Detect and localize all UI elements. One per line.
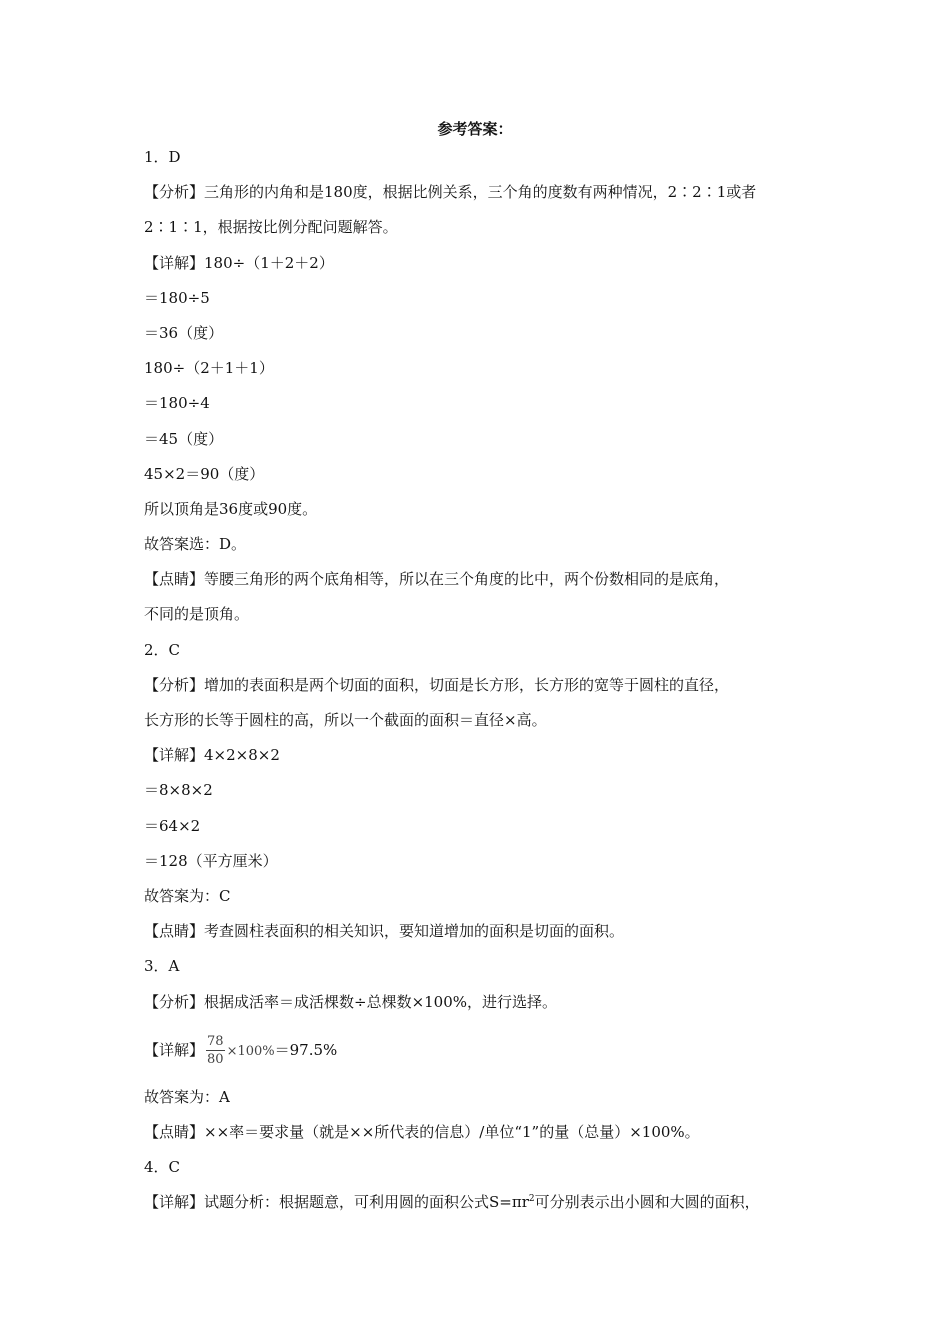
q3-fraction-numerator: 78	[207, 1034, 224, 1050]
q3-fraction	[206, 1033, 225, 1068]
q3-fraction-denominator: 80	[207, 1052, 224, 1068]
q1-head: 1．D	[144, 148, 181, 166]
q2-answer: 故答案为：C	[144, 886, 231, 905]
q2-analysis-line-1: 【分析】增加的表面积是两个切面的面积，切面是长方形，长方形的宽等于圆柱的直径，	[144, 675, 730, 694]
q2-detail-line-2: ＝8×8×2	[144, 781, 213, 800]
q4-detail-exponent: 2	[528, 1194, 535, 1205]
q1-detail-line-1: 【详解】180÷（1＋2＋2）	[144, 253, 334, 272]
q2-analysis-line-2: 长方形的长等于圆柱的高，所以一个截面的面积＝直径×高。	[144, 711, 547, 729]
q1-tip-line-2: 不同的是顶角。	[144, 605, 250, 624]
q1-detail-line-5: ＝180÷4	[144, 394, 210, 413]
q3-detail	[144, 1020, 824, 1080]
q4-detail	[144, 1185, 824, 1220]
q1-analysis-line-1: 【分析】三角形的内角和是180度，根据比例关系，三个角的度数有两种情况，2∶2∶1或者	[144, 183, 757, 202]
q4-head: 4．C	[144, 1158, 181, 1177]
q2-detail-line-1: 【详解】4×2×8×2	[144, 746, 280, 765]
q1-detail-line-8: 所以顶角是36度或90度。	[144, 499, 318, 518]
q2-detail-line-3: ＝64×2	[144, 816, 201, 835]
page-title: 参考答案：	[437, 120, 513, 138]
q2-tip: 【点睛】考查圆柱表面积的相关知识，要知道增加的面积是切面的面积。	[144, 922, 625, 941]
q3-head: 3．A	[144, 957, 180, 976]
q2-head: 2．C	[144, 640, 181, 659]
q3-answer: 故答案为：A	[144, 1087, 230, 1106]
q3-detail-label: 【详解】	[144, 1040, 205, 1059]
q3-analysis: 【分析】根据成活率＝成活棵数÷总棵数×100%，进行选择。	[144, 992, 558, 1011]
q4-detail-text-a: 【详解】试题分析：根据题意，可利用圆的面积公式S=πr	[144, 1193, 529, 1212]
q2-detail-line-4: ＝128（平方厘米）	[144, 851, 278, 870]
q3-fraction-times: ×100%	[226, 1043, 275, 1059]
q1-detail-line-4: 180÷（2＋1＋1）	[144, 359, 274, 378]
q1-detail-line-2: ＝180÷5	[144, 288, 210, 307]
q3-detail-result: ＝97.5%	[274, 1040, 338, 1059]
q1-detail-line-3: ＝36（度）	[144, 323, 224, 342]
answer-content	[144, 140, 824, 1220]
q1-detail-line-6: ＝45（度）	[144, 429, 224, 448]
q4-detail-text-b: 可分别表示出小圆和大圆的面积，	[534, 1193, 760, 1212]
q1-detail-line-7: 45×2＝90（度）	[144, 464, 265, 483]
q1-tip-line-1: 【点睛】等腰三角形的两个底角相等，所以在三个角度的比中，两个份数相同的是底角，	[144, 570, 730, 589]
q1-analysis-line-2: 2∶1∶1，根据按比例分配问题解答。	[144, 218, 398, 237]
q3-tip: 【点睛】××率＝要求量（就是××所代表的信息）/单位“1”的量（总量）×100%。	[144, 1122, 700, 1141]
q1-answer: 故答案选：D。	[144, 535, 247, 554]
